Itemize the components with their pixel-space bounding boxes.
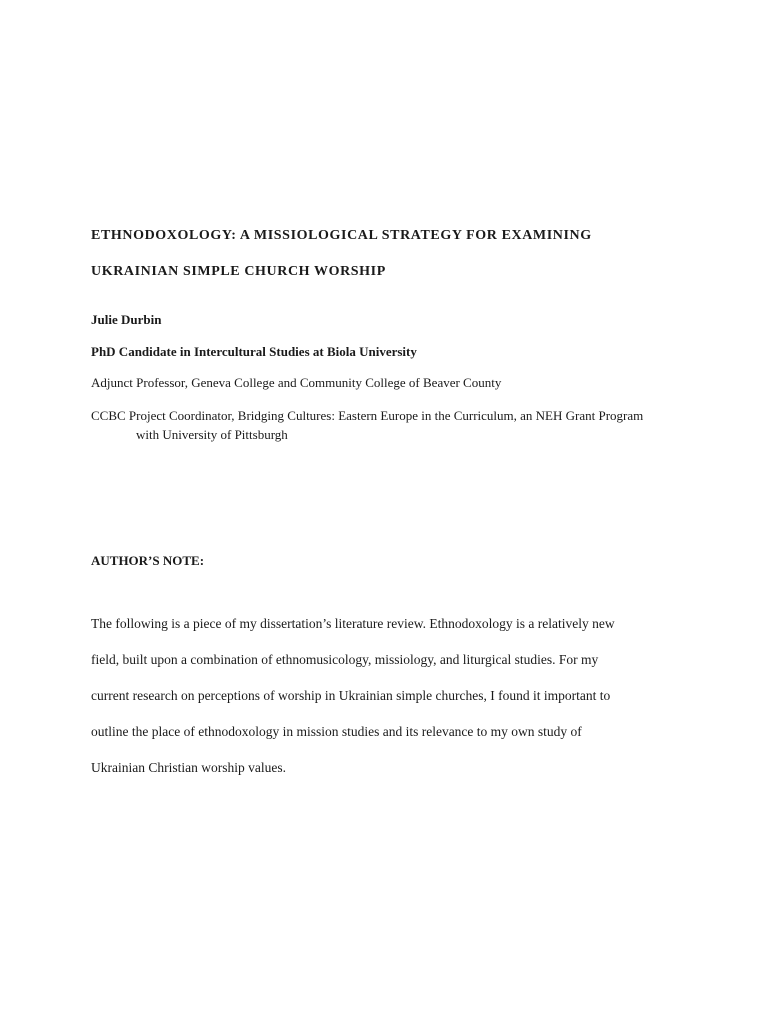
affiliation-phd: PhD Candidate in Intercultural Studies at Biola University [91, 344, 417, 359]
paragraph-line: field, built upon a combination of ethnomusicology, missiology, and liturgical studies. For my [91, 652, 599, 667]
affiliation-adjunct: Adjunct Professor, Geneva College and Community College of Beaver County [91, 375, 502, 390]
affiliation-project-line-1: CCBC Project Coordinator, Bridging Cultures: Eastern Europe in the Curriculum, an NEH Grant Program [91, 408, 644, 423]
authors-note-paragraph [91, 611, 691, 791]
author-name: Julie Durbin [91, 312, 162, 327]
paragraph-line: outline the place of ethnodoxology in mission studies and its relevance to my own study of [91, 724, 582, 739]
authors-note-heading: AUTHOR’S NOTE: [91, 553, 205, 568]
document-title-line-2: UKRAINIAN SIMPLE CHURCH WORSHIP [91, 264, 386, 279]
document-title-line-1: ETHNODOXOLOGY: A MISSIOLOGICAL STRATEGY FOR EXAMINING [91, 228, 592, 243]
affiliation-project [91, 406, 691, 444]
paragraph-line: Ukrainian Christian worship values. [91, 760, 286, 775]
affiliation-project-line-2: with University of Pittsburgh [136, 427, 288, 442]
paragraph-line: current research on perceptions of worship in Ukrainian simple churches, I found it important to [91, 688, 611, 703]
paragraph-line: The following is a piece of my dissertation’s literature review. Ethnodoxology is a relatively new [91, 616, 615, 631]
